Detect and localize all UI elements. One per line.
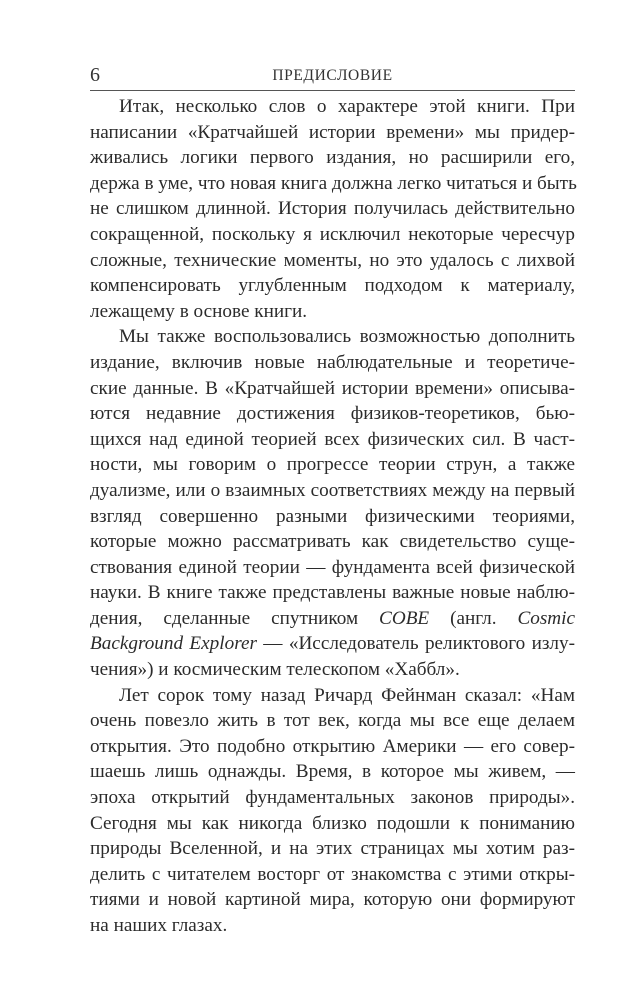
text-line-with-italics: [90, 606, 575, 632]
text-line: которые можно рассматривать как свидетельство суще-: [90, 531, 575, 553]
text-segment: дения, сделанные спутником: [90, 607, 380, 629]
text-line: чения») и космическим телескопом «Хаббл».: [90, 659, 460, 681]
text-line: очень повезло жить в тот век, когда мы все еще делаем: [90, 710, 575, 732]
text-line: ности, мы говорим о прогрессе теории струн, а также: [90, 454, 575, 476]
text-line: Итак, несколько слов о характере этой книги. При: [119, 96, 575, 117]
text-line: издание, включив новые наблюдательные и теоретиче-: [90, 351, 575, 373]
text-line: щихся над единой теорией всех физических сил. В част-: [90, 428, 575, 450]
page-number: 6: [90, 64, 100, 86]
body-text: [90, 94, 575, 939]
text-line: эпоха открытий фундаментальных законов природы».: [90, 787, 575, 809]
text-line: сложные, технические моменты, но это удалось с лихвой: [90, 249, 575, 271]
section-title: ПРЕДИСЛОВИЕ: [272, 67, 393, 84]
text-line: живались логики первого издания, но расширили его,: [90, 147, 575, 169]
text-line: лежащему в основе книги.: [90, 300, 308, 322]
text-line: тиями и новой картиной мира, которую они формируют: [90, 889, 575, 911]
text-line-with-italics: [90, 631, 575, 657]
text-line: написании «Кратчайшей истории времени» мы придер-: [90, 121, 575, 143]
paragraph-3: [90, 683, 575, 939]
text-line: взгляд совершенно разными физическими теориями,: [90, 505, 575, 527]
paragraph-1: [90, 94, 575, 324]
italic-term-cobe: COBE: [379, 607, 430, 629]
text-line: дуализме, или о взаимных соответствиях между на первый: [90, 479, 575, 501]
paragraph-2: [90, 324, 575, 682]
italic-term: Cosmic: [517, 607, 575, 629]
text-line: Сегодня мы как никогда близко подошли к пониманию: [90, 812, 575, 834]
text-line: природы Вселенной, и на этих страницах мы хотим раз-: [90, 838, 575, 860]
running-head: [90, 64, 575, 91]
text-line: открытия. Это подобно открытию Америки — его совер-: [90, 735, 575, 757]
text-line: сокращенной, поскольку я исключил некоторые чересчур: [90, 223, 575, 245]
italic-term: Background Explorer: [90, 633, 257, 655]
text-line: на наших глазах.: [90, 915, 228, 936]
text-segment: (англ.: [429, 607, 518, 629]
text-line: ются недавние достижения физиков-теоретиков, бью-: [90, 403, 575, 425]
text-segment: — «Исследователь реликтового излу-: [256, 633, 575, 655]
text-line: науки. В книге также представлены важные новые наблю-: [90, 582, 575, 604]
text-line: держа в уме, что новая книга должна легко читаться и быть: [90, 172, 577, 194]
text-line: Лет сорок тому назад Ричард Фейнман сказал: «Нам: [119, 684, 575, 706]
text-line: Мы также воспользовались возможностью дополнить: [119, 326, 575, 348]
text-line: делить с читателем восторг от знакомства с этими откры-: [90, 863, 575, 885]
text-line: ские данные. В «Кратчайшей истории времени» описыва-: [90, 377, 575, 399]
text-line: ствования единой теории — фундамента всей физической: [90, 556, 575, 578]
text-line: компенсировать углубленным подходом к материалу,: [90, 275, 575, 297]
text-line: не слишком длинной. История получилась действительно: [90, 198, 575, 220]
text-line: шаешь лишь однажды. Время, в которое мы живем, —: [90, 761, 575, 783]
